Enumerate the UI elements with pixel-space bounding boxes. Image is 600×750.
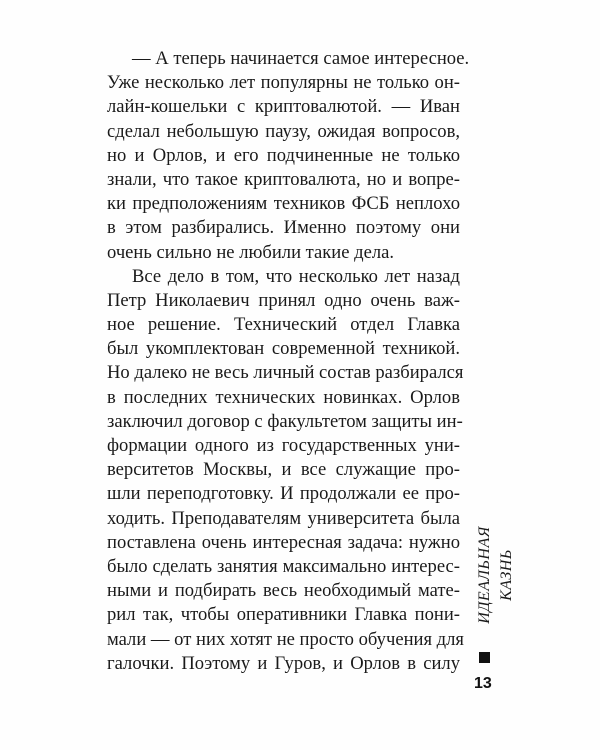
running-title: ИДЕАЛЬНАЯ КАЗНЬ [476,526,515,624]
text-line: верситетов Москвы, и все служащие про- [107,459,460,481]
text-line: но и Орлов, и его подчиненные не только [107,144,460,166]
square-bullet-icon [479,652,490,663]
text-line: ное решение. Технический отдел Главка [107,314,460,336]
text-line: поставлена очень интересная задача: нужно [107,531,460,553]
text-line: ходить. Преподавателям университета была [107,507,460,529]
text-line: Все дело в том, что несколько лет назад [132,265,460,287]
text-line: знали, что такое криптовалюта, но и вопре- [107,168,460,190]
text-line: Уже несколько лет популярны не только он- [107,72,460,94]
text-line: галочки. Поэтому и Гуров, и Орлов в силу [107,652,460,674]
text-line: заключил договор с факультетом защиты ин- [107,410,463,432]
text-line: сделал небольшую паузу, ожидая вопросов, [107,120,460,142]
text-line: очень сильно не любили такие дела. [107,241,395,263]
text-line: был укомплектован современной техникой. [107,338,460,360]
text-line: ными и подбирать весь необходимый мате- [107,580,460,602]
text-line: — А теперь начинается самое интересное. [132,48,470,69]
text-line: формации одного из государственных уни- [107,435,460,456]
text-line: мали — от них хотят не просто обучения для [107,628,464,650]
text-line: Но далеко не весь личный состав разбирался [107,362,464,384]
body-text [107,47,470,676]
text-line: Петр Николаевич принял одно очень важ- [107,289,460,311]
text-line: лайн-кошельки с криптовалютой. — Иван [107,96,460,118]
text-line: рил так, чтобы оперативники Главка пони- [107,604,460,626]
text-line: в последних технических новинках. Орлов [107,386,460,408]
running-title-container [474,505,515,645]
text-line: было сделать занятия максимально интерес- [107,555,460,577]
page-number: 13 [474,675,492,692]
text-line: ки предположениям техников ФСБ неплохо [107,193,460,215]
text-line: шли переподготовку. И продолжали ее про- [107,483,460,505]
text-line: в этом разбирались. Именно поэтому они [107,217,460,239]
